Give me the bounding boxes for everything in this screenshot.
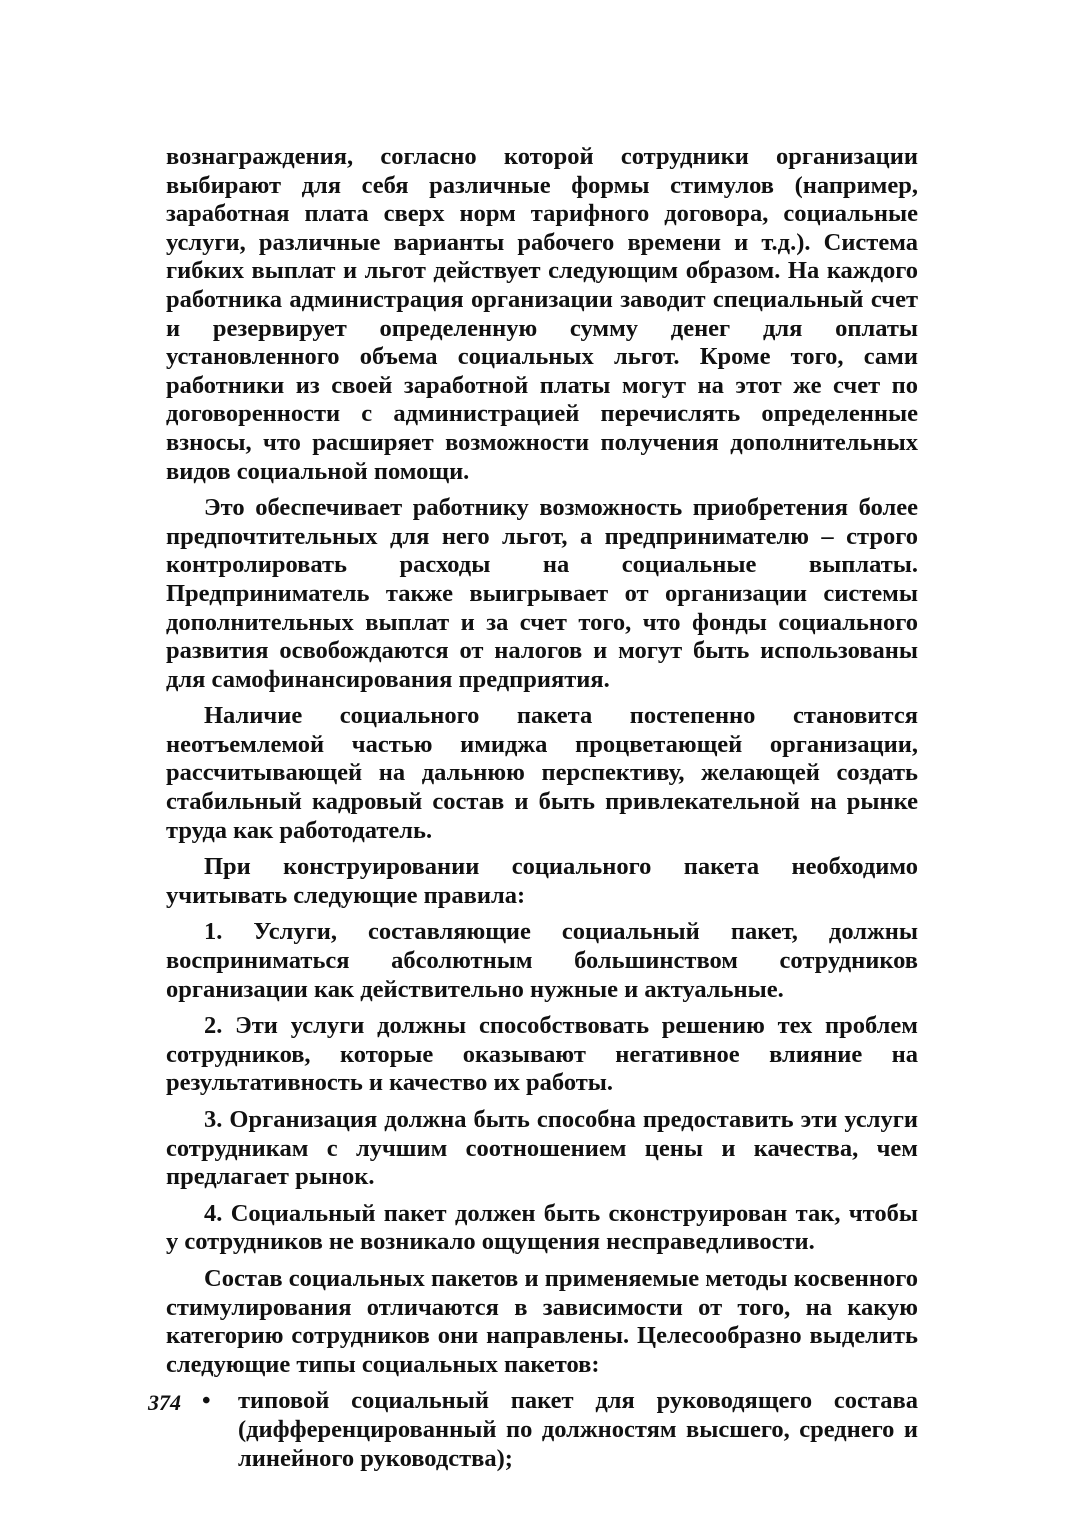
paragraph: Наличие социального пакета постепенно становится неотъемлемой частью имиджа процветающей организации, рассчитывающей на дальнюю перспективу, желающей создать стабильный кадровый состав и быть привлекательной на рынке труда как работодатель. bbox=[166, 702, 918, 844]
rule-item-2: 2. Эти услуги должны способствовать решению тех проблем сотрудников, которые оказывают негативное влияние на результативность и качество их работы. bbox=[166, 1012, 918, 1097]
bullet-marker: • bbox=[202, 1387, 211, 1415]
page-body bbox=[166, 143, 918, 1473]
rule-item-1: 1. Услуги, составляющие социальный пакет, должны восприниматься абсолютным большинством сотрудников организации как действительно нужные и актуальные. bbox=[166, 918, 918, 1003]
rule-item-4: 4. Социальный пакет должен быть сконструирован так, чтобы у сотрудников не возникало ощущения несправедливости. bbox=[166, 1199, 918, 1256]
paragraph-continued: вознаграждения, согласно которой сотрудники организации выбирают для себя различные формы стимулов (например, заработная плата сверх норм тарифного договора, социальные услуги, различные варианты рабочего времени и т.д.). Система гибких выплат и льгот действует следующим образом. На каждого работника администрация организации заводит специальный счет и резервирует определенную сумму денег для оплаты установленного объема социальных льгот. Кроме того, сами работники из своей заработной платы могут на этот же счет по договоренности с администрацией перечислять определенные взносы, что расширяет возможности получения дополнительных видов социальной помощи. bbox=[166, 143, 918, 485]
bullet-item-text: типовой социальный пакет для руководящего состава (дифференцированный по должностям высшего, среднего и линейного руководства); bbox=[238, 1387, 918, 1472]
bullet-item bbox=[202, 1387, 918, 1473]
paragraph: Состав социальных пакетов и применяемые методы косвенного стимулирования отличаются в зависимости от того, на какую категорию сотрудников они направлены. Целесообразно выделить следующие типы социальных пакетов: bbox=[166, 1264, 918, 1378]
bullet-list bbox=[166, 1387, 918, 1473]
rule-item-3: 3. Организация должна быть способна предоставить эти услуги сотрудникам с лучшим соотношением цены и качества, чем предлагает рынок. bbox=[166, 1106, 918, 1191]
paragraph: Это обеспечивает работнику возможность приобретения более предпочтительных для него льгот, а предпринимателю – строго контролировать расходы на социальные выплаты. Предприниматель также выигрывает от организации системы дополнительных выплат и за счет того, что фонды социального развития освобождаются от налогов и могут быть использованы для самофинансирования предприятия. bbox=[166, 494, 918, 693]
page-number: 374 bbox=[148, 1390, 181, 1415]
paragraph: При конструировании социального пакета необходимо учитывать следующие правила: bbox=[166, 853, 918, 909]
